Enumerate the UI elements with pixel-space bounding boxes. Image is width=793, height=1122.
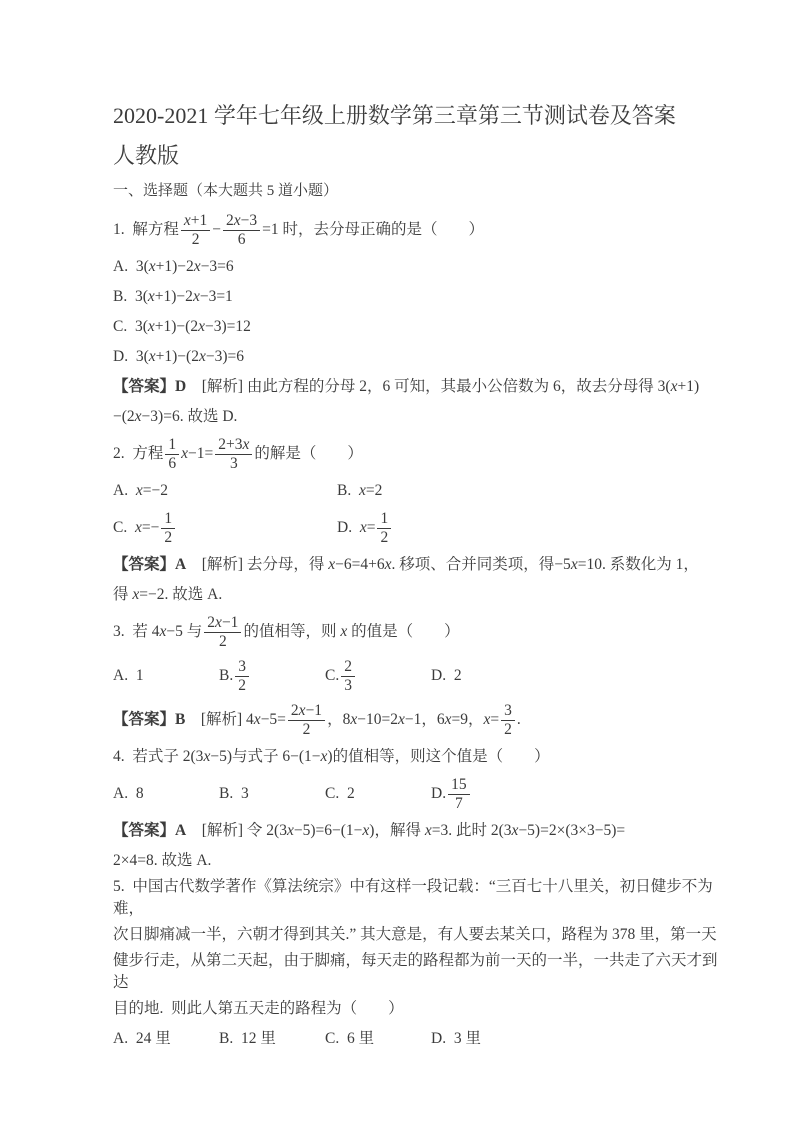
document-title-line-2: 人教版 bbox=[113, 143, 180, 168]
text-run: 的解是（ ） bbox=[254, 445, 363, 462]
text-run: B. 12 里 bbox=[219, 1030, 276, 1047]
text-run: 移项、合并同类项，得 bbox=[395, 556, 555, 573]
question-3-stem bbox=[113, 610, 725, 654]
option-d bbox=[431, 777, 472, 812]
question-2-options-row-2 bbox=[113, 506, 725, 550]
question-1-answer-line-1 bbox=[113, 372, 725, 402]
question-2-answer-line-1 bbox=[113, 550, 725, 580]
option-c bbox=[325, 659, 431, 694]
question-4-options-row bbox=[113, 772, 725, 816]
text-run: 时，去分母正确的是（ ） bbox=[278, 221, 485, 238]
math-run: x−1= bbox=[181, 445, 214, 462]
text-run: 得 bbox=[113, 586, 133, 603]
text-run: D. bbox=[113, 348, 136, 365]
text-run: C. 2 bbox=[325, 785, 355, 802]
text-run: 故选 A. bbox=[157, 852, 212, 869]
question-5-text-line-1 bbox=[113, 876, 725, 920]
text-run: [解析] 令 bbox=[186, 822, 267, 839]
answer-marker: 【答案】A bbox=[113, 556, 187, 573]
fraction: $\frac{2x-3}{6}$ bbox=[223, 213, 260, 248]
section-heading: 一、选择题（本大题共 5 道小题） bbox=[113, 183, 339, 199]
math-run: x=2 bbox=[358, 482, 383, 499]
text-run: 此时 bbox=[452, 822, 491, 839]
text-run: B. 3 bbox=[219, 785, 249, 802]
option-a bbox=[113, 1028, 219, 1050]
math-run: 2(3x−5)=2×(3×3−5)= bbox=[490, 822, 626, 839]
question-4-stem bbox=[113, 742, 725, 772]
fraction: $\frac{1}{2}$ bbox=[377, 511, 391, 546]
text-run: 3. 若 bbox=[113, 623, 152, 640]
option-a bbox=[113, 665, 219, 687]
math-run: 4x−5= bbox=[246, 711, 286, 728]
math-run: −(2x−3)=6. bbox=[113, 408, 184, 425]
fraction: $\frac{15}{7}$ bbox=[448, 777, 470, 812]
math-run: =1 bbox=[262, 221, 279, 238]
math-run: 6−(1−x) bbox=[282, 748, 333, 765]
math-run: − bbox=[212, 221, 222, 238]
question-2-options-row-1 bbox=[113, 476, 725, 506]
question-5-text-line-2 bbox=[113, 920, 725, 950]
text-run: C. bbox=[113, 318, 135, 335]
text-run: D. bbox=[431, 785, 447, 802]
math-run: . bbox=[516, 711, 521, 728]
option-d bbox=[431, 1028, 481, 1050]
math-run: 2(3x−5)=6−(1−x) bbox=[266, 822, 375, 839]
text-run: 故选 D. bbox=[183, 408, 238, 425]
math-run: 8x−10=2x−1 bbox=[342, 711, 422, 728]
text-run: 的值相等，则 bbox=[243, 623, 341, 640]
text-run: 故选 A. bbox=[168, 586, 223, 603]
question-4-answer-line-1 bbox=[113, 816, 725, 846]
text-run: 2. 方程 bbox=[113, 445, 164, 462]
text-run: ，解得 bbox=[374, 822, 425, 839]
math-run: x= bbox=[359, 519, 376, 536]
text-run: 系数化为 1， bbox=[605, 556, 699, 573]
fraction: $\frac{2x-1}{2}$ bbox=[204, 615, 241, 650]
fraction: $\frac{2+3x}{3}$ bbox=[215, 437, 252, 472]
text-run: [解析] 由此方程的分母 2，6 可知，其最小公倍数为 6，故去分母得 bbox=[186, 378, 658, 395]
text-run: C. 6 里 bbox=[325, 1030, 375, 1047]
question-3-answer-line bbox=[113, 698, 725, 742]
text-run: [解析] bbox=[185, 711, 247, 728]
option-a bbox=[113, 480, 337, 502]
answer-marker: 【答案】A bbox=[113, 822, 187, 839]
text-run: [解析] 去分母，得 bbox=[186, 556, 329, 573]
option-b bbox=[337, 480, 382, 502]
math-run: 6x=9 bbox=[436, 711, 468, 728]
text-run: A. bbox=[113, 482, 136, 499]
text-run: B. bbox=[113, 288, 135, 305]
text-run: 健步行走，从第二天起，由于脚痛，每天走的路程都为前一天的一半，一共走了六天才到达 bbox=[113, 952, 718, 991]
option-b bbox=[219, 783, 325, 805]
question-4-answer-line-2 bbox=[113, 846, 725, 876]
option-c bbox=[113, 511, 337, 546]
answer-marker: 【答案】D bbox=[113, 378, 187, 395]
questions-container bbox=[113, 208, 725, 1054]
text-run: B. bbox=[337, 482, 359, 499]
math-run: 4x−5 bbox=[151, 623, 183, 640]
option-a bbox=[113, 783, 219, 805]
option-d bbox=[431, 665, 462, 687]
question-3-options-row bbox=[113, 654, 725, 698]
math-run: x=− bbox=[134, 519, 160, 536]
question-2-stem bbox=[113, 432, 725, 476]
text-run: C. bbox=[113, 519, 135, 536]
math-run: x=3. bbox=[424, 822, 453, 839]
question-1-answer-line-2 bbox=[113, 402, 725, 432]
question-1-option-a bbox=[113, 252, 725, 282]
option-c bbox=[325, 783, 431, 805]
fraction: $\frac{1}{2}$ bbox=[161, 511, 175, 546]
math-run: 2(3x−5) bbox=[182, 748, 232, 765]
text-run: 1. 解方程 bbox=[113, 221, 179, 238]
text-run: 与 bbox=[182, 623, 203, 640]
math-run: −5x=10. bbox=[554, 556, 606, 573]
question-5-text-line-3 bbox=[113, 950, 725, 994]
math-run: 3(x+1)−2x−3=1 bbox=[134, 288, 233, 305]
option-c bbox=[325, 1028, 431, 1050]
text-run: 目的地. 则此人第五天走的路程为（ ） bbox=[113, 1000, 404, 1017]
math-run: x=−2. bbox=[132, 586, 169, 603]
fraction: $\frac{1}{6}$ bbox=[165, 437, 179, 472]
question-1-option-c bbox=[113, 312, 725, 342]
question-1-option-d bbox=[113, 342, 725, 372]
question-5-options-row bbox=[113, 1024, 725, 1054]
math-run: 3(x+1) bbox=[657, 378, 700, 395]
question-2-answer-line-2 bbox=[113, 580, 725, 610]
fraction: $\frac{2}{3}$ bbox=[341, 659, 355, 694]
text-run: 的值是（ ） bbox=[347, 623, 460, 640]
text-run: 次日脚痛减一半，六朝才得到其关.” 其大意是，有人要去某关口，路程为 378 里，第一天 bbox=[113, 926, 717, 943]
question-1-stem bbox=[113, 208, 725, 252]
text-run: D. 2 bbox=[431, 667, 462, 684]
text-run: A. 24 里 bbox=[113, 1030, 171, 1047]
text-run: A. 1 bbox=[113, 667, 144, 684]
answer-marker: 【答案】B bbox=[113, 711, 186, 728]
text-run: 的值相等，则这个值是（ ） bbox=[332, 748, 550, 765]
text-run: D. bbox=[337, 519, 360, 536]
question-5-text-line-4 bbox=[113, 994, 725, 1024]
text-run: 4. 若式子 bbox=[113, 748, 183, 765]
fraction: $\frac{x+1}{2}$ bbox=[181, 213, 210, 248]
text-run: B. bbox=[219, 667, 234, 684]
math-run: 3(x+1)−2x−3=6 bbox=[135, 258, 234, 275]
math-run: 2×4=8. bbox=[113, 852, 158, 869]
text-run: 5. 中国古代数学著作《算法统宗》中有这样一段记载：“三百七十八里关，初日健步不为难， bbox=[113, 878, 713, 917]
question-1-option-b bbox=[113, 282, 725, 312]
math-run: x= bbox=[483, 711, 500, 728]
math-run: x−6=4+6x. bbox=[328, 556, 396, 573]
option-d bbox=[337, 511, 393, 546]
math-run: 3(x+1)−(2x−3)=6 bbox=[135, 348, 244, 365]
option-b bbox=[219, 659, 325, 694]
fraction: $\frac{2x-1}{2}$ bbox=[288, 703, 325, 738]
text-run: ， bbox=[421, 711, 437, 728]
text-run: A. bbox=[113, 258, 136, 275]
math-run: x bbox=[340, 623, 348, 640]
fraction: $\frac{3}{2}$ bbox=[235, 659, 249, 694]
text-run: ， bbox=[468, 711, 484, 728]
text-run: A. 8 bbox=[113, 785, 144, 802]
option-b bbox=[219, 1028, 325, 1050]
math-run: 3(x+1)−(2x−3)=12 bbox=[134, 318, 251, 335]
text-run: D. 3 里 bbox=[431, 1030, 481, 1047]
math-run: x=−2 bbox=[135, 482, 168, 499]
fraction: $\frac{3}{2}$ bbox=[501, 703, 515, 738]
document-title-line-1: 2020-2021 学年七年级上册数学第三章第三节测试卷及答案 bbox=[113, 103, 676, 128]
text-run: C. bbox=[325, 667, 340, 684]
text-run: 与式子 bbox=[231, 748, 283, 765]
text-run: ， bbox=[327, 711, 343, 728]
